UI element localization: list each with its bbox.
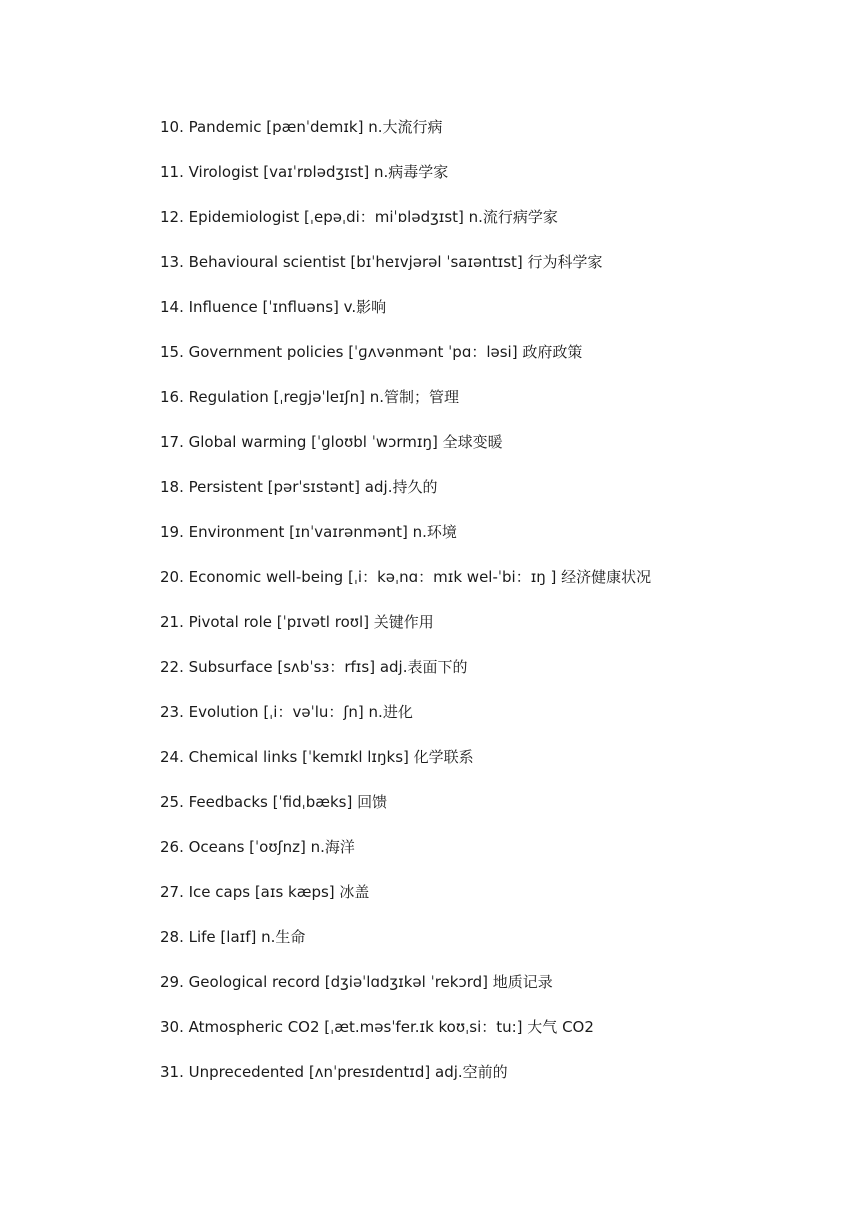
vocab-entry: 29. Geological record [dʒiəˈlɑdʒɪkəl ˈrekɔrd] 地质记录 — [160, 973, 553, 991]
vocab-entry: 14. Influence [ˈɪnfluəns] v.影响 — [160, 298, 387, 316]
vocab-entry: 13. Behavioural scientist [bɪˈheɪvjərəl ˈsaɪəntɪst] 行为科学家 — [160, 253, 603, 271]
vocab-entry: 10. Pandemic [pænˈdemɪk] n.大流行病 — [160, 118, 443, 136]
vocab-entry: 15. Government policies [ˈɡʌvənmənt ˈpɑ：ləsi] 政府政策 — [160, 343, 583, 361]
vocab-entry: 31. Unprecedented [ʌnˈpresɪdentɪd] adj.空前的 — [160, 1063, 508, 1081]
vocab-entry: 22. Subsurface [sʌbˈsɜ：rfɪs] adj.表面下的 — [160, 658, 468, 676]
vocab-entry: 23. Evolution [ˌi：vəˈlu：ʃn] n.进化 — [160, 703, 413, 721]
vocab-entry: 20. Economic well-being [ˌi：kəˌnɑ：mɪk wel-ˈbi：ɪŋ ] 经济健康状况 — [160, 568, 652, 586]
vocab-entry: 21. Pivotal role [ˈpɪvətl roʊl] 关键作用 — [160, 613, 434, 631]
vocab-entry: 27. Ice caps [aɪs kæps] 冰盖 — [160, 883, 370, 901]
vocab-entry: 16. Regulation [ˌreɡjəˈleɪʃn] n.管制；管理 — [160, 388, 459, 406]
vocab-entry: 12. Epidemiologist [ˌepəˌdi：miˈɒlədʒɪst] n.流行病学家 — [160, 208, 558, 226]
vocab-entry: 26. Oceans [ˈoʊʃnz] n.海洋 — [160, 838, 355, 856]
vocab-entry: 28. Life [laɪf] n.生命 — [160, 928, 306, 946]
vocab-entry: 19. Environment [ɪnˈvaɪrənmənt] n.环境 — [160, 523, 457, 541]
vocab-entry: 17. Global warming [ˈɡloʊbl ˈwɔrmɪŋ] 全球变暖 — [160, 433, 503, 451]
vocab-entry: 25. Feedbacks [ˈfidˌbæks] 回馈 — [160, 793, 388, 811]
vocab-entry: 30. Atmospheric CO2 [ˌæt.məsˈfer.ɪk koʊˌsi：tu:] 大气 CO2 — [160, 1018, 594, 1036]
vocab-entry: 11. Virologist [vaɪˈrɒlədʒɪst] n.病毒学家 — [160, 163, 449, 181]
vocabulary-list — [160, 116, 820, 1106]
vocab-entry: 18. Persistent [pərˈsɪstənt] adj.持久的 — [160, 478, 438, 496]
vocab-entry: 24. Chemical links [ˈkemɪkl lɪŋks] 化学联系 — [160, 748, 474, 766]
